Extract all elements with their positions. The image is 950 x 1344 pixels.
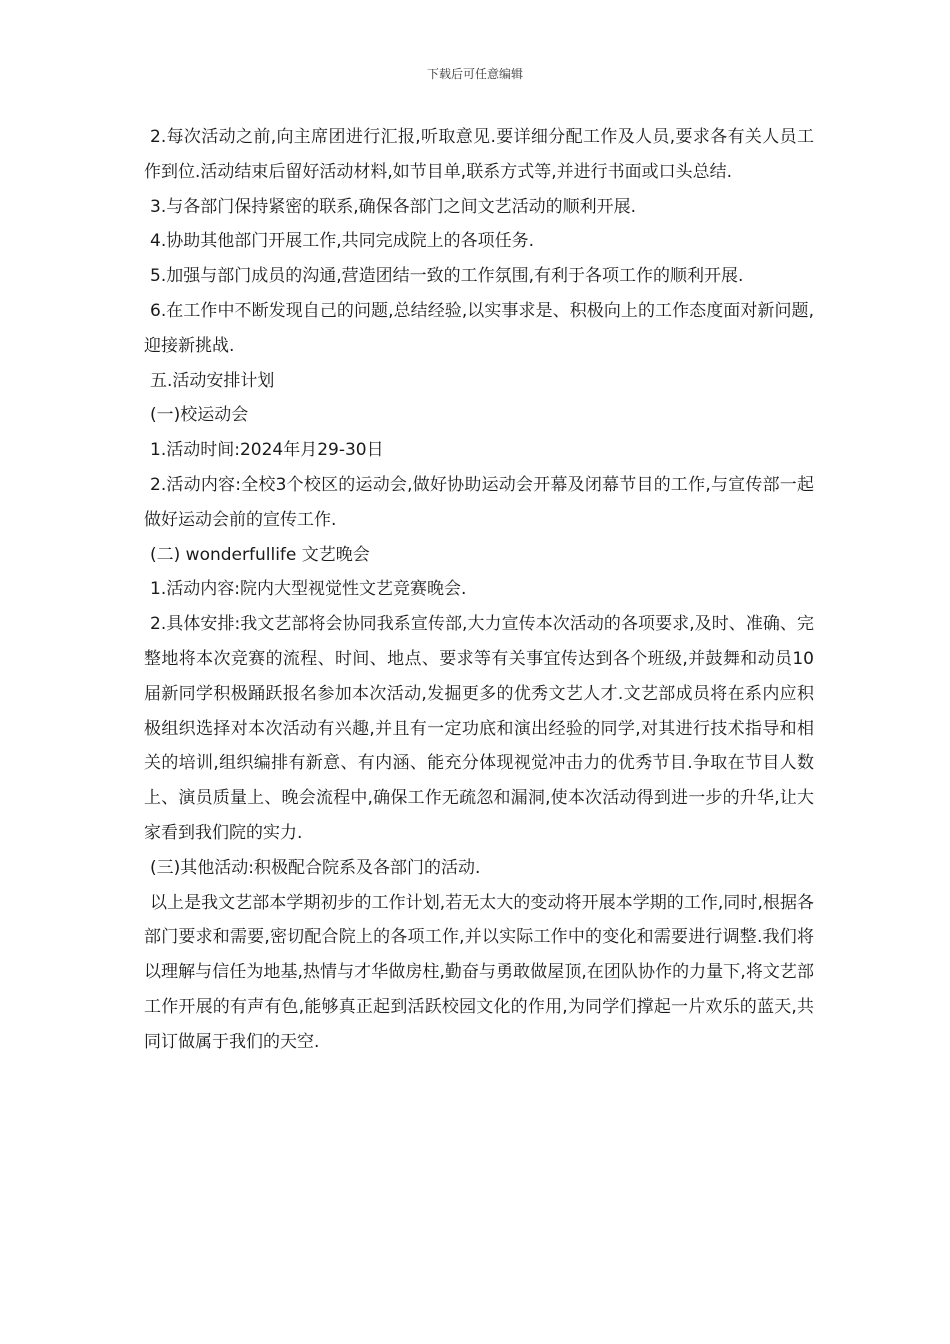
gala-content: 1.活动内容:院内大型视觉性文艺竞赛晚会. bbox=[150, 579, 467, 600]
subsection-heading-other: (三)其他活动:积极配合院系及各部门的活动. bbox=[150, 857, 481, 878]
paragraph-item-4: 4.协助其他部门开展工作,共同完成院上的各项任务. bbox=[150, 231, 535, 252]
sports-content: 2.活动内容:全校3个校区的运动会,做好协助运动会开幕及闭幕节目的工作,与宣传部一起做好运动会前的宣传工作. bbox=[144, 474, 814, 530]
page-header: 下载后可任意编辑 bbox=[426, 67, 523, 81]
document-body bbox=[144, 120, 814, 1060]
section-heading-five: 五.活动安排计划 bbox=[150, 370, 275, 391]
subsection-heading-gala: (二) wonderfullife 文艺晚会 bbox=[150, 544, 370, 565]
paragraph-item-5: 5.加强与部门成员的沟通,营造团结一致的工作氛围,有利于各项工作的顺利开展. bbox=[150, 266, 744, 287]
gala-arrangement: 2.具体安排:我文艺部将会协同我系宣传部,大力宣传本次活动的各项要求,及时、准确、完整地将本次竞赛的流程、时间、地点、要求等有关事宜传达到各个班级,并鼓舞和动员10届新同学积极踊跃报名参加本次活动,发掘更多的优秀文艺人才.文艺部成员将在系内应积极组织选择对本次活动有兴趣,并且有一定功底和演出经验的同学,对其进行技术指导和相关的培训,组织编排有新意、有内涵、能充分体现视觉冲击力的优秀节目.争取在节目人数上、演员质量上、晚会流程中,确保工作无疏忽和漏洞,使本次活动得到进一步的升华,让大家看到我们院的实力. bbox=[144, 614, 814, 843]
closing-paragraph: 以上是我文艺部本学期初步的工作计划,若无太大的变动将开展本学期的工作,同时,根据各部门要求和需要,密切配合院上的各项工作,并以实际工作中的变化和需要进行调整.我们将以理解与信任为地基,热情与才华做房柱,勤奋与勇敢做屋顶,在团队协作的力量下,将文艺部工作开展的有声有色,能够真正起到活跃校园文化的作用,为同学们撑起一片欢乐的蓝天,共同订做属于我们的天空. bbox=[144, 892, 814, 1052]
paragraph-item-3: 3.与各部门保持紧密的联系,确保各部门之间文艺活动的顺利开展. bbox=[150, 196, 637, 217]
paragraph-item-2: 2.每次活动之前,向主席团进行汇报,听取意见.要详细分配工作及人员,要求各有关人员工作到位.活动结束后留好活动材料,如节目单,联系方式等,并进行书面或口头总结. bbox=[144, 127, 814, 182]
paragraph-item-6: 6.在工作中不断发现自己的问题,总结经验,以实事求是、积极向上的工作态度面对新问题,迎接新挑战. bbox=[144, 300, 814, 356]
subsection-heading-sports: (一)校运动会 bbox=[150, 405, 249, 426]
sports-time: 1.活动时间:2024年月29-30日 bbox=[150, 440, 384, 461]
